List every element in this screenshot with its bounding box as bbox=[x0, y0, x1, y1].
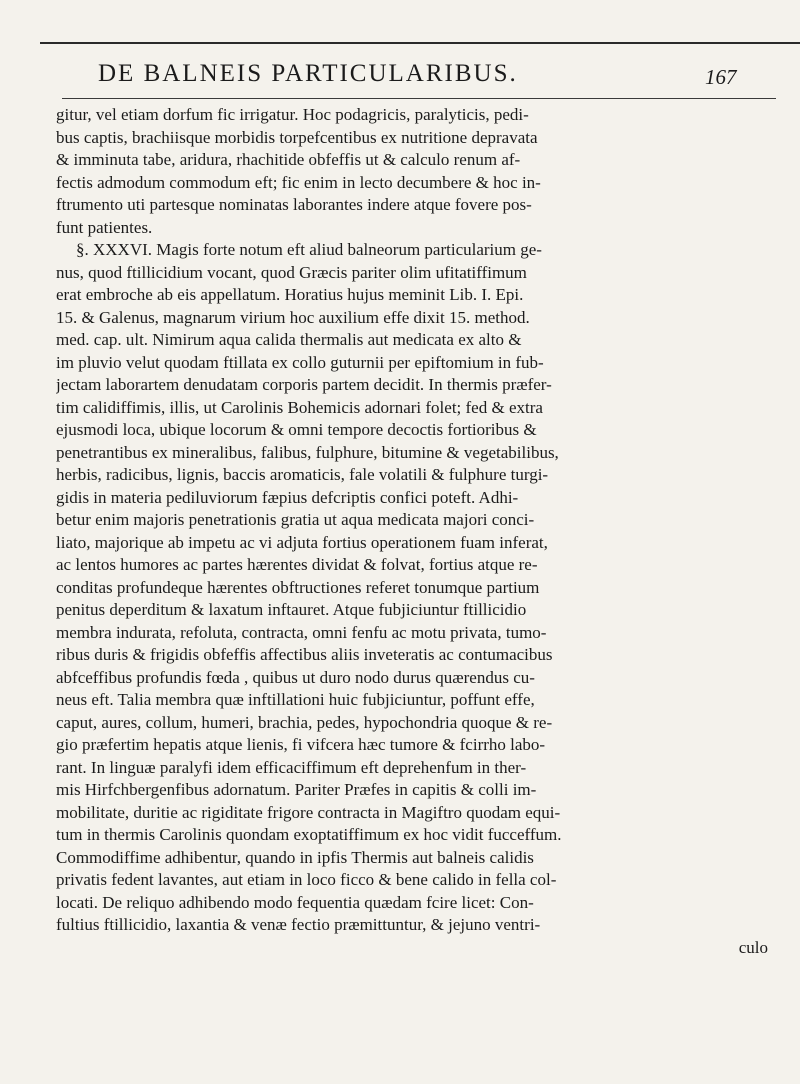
text-line: membra indurata, refoluta, contracta, omni fenfu ac motu privata, tumo- bbox=[56, 622, 547, 642]
text-line: rant. In linguæ paralyfi idem efficaciffimum eft deprehenfum in ther- bbox=[56, 757, 527, 777]
text-line: ac lentos humores ac partes hærentes dividat & folvat, fortius atque re- bbox=[56, 555, 538, 574]
top-rule bbox=[40, 42, 800, 44]
text-line: penitus deperditum & laxatum inftauret. Atque fubjiciuntur ftillicidio bbox=[56, 600, 527, 619]
text-line: penetrantibus ex mineralibus, falibus, fulphure, bitumine & vegetabilibus, bbox=[56, 442, 559, 462]
running-header bbox=[40, 60, 800, 96]
text-line: ftrumento uti partesque nominatas laborantes indere atque fovere pos- bbox=[56, 195, 532, 214]
catchword: culo bbox=[738, 937, 768, 957]
running-title: DE BALNEIS PARTICULARIBUS. bbox=[98, 60, 518, 87]
text-line: Commodiffime adhibentur, quando in ipfis Thermis aut balneis calidis bbox=[56, 847, 534, 867]
text-line: abfceffibus profundis fœda , quibus ut duro nodo durus quærendus cu- bbox=[56, 667, 535, 687]
header-rule bbox=[62, 98, 776, 99]
text-line: gitur, vel etiam dorfum fic irrigatur. Hoc podagricis, paralyticis, pedi- bbox=[56, 105, 529, 124]
text-line: erat embroche ab eis appellatum. Horatius hujus meminit Lib. I. Epi. bbox=[56, 285, 524, 304]
text-line: gio præfertim hepatis atque lienis, fi vifcera hæc tumore & fcirrho labo- bbox=[56, 735, 546, 754]
text-line: tim calidiffimis, illis, ut Carolinis Bohemicis adornari folet; fed & extra bbox=[56, 397, 543, 417]
text-line: ribus duris & frigidis obfeffis affectibus aliis inveteratis ac contumacibus bbox=[56, 645, 553, 664]
text-line: neus eft. Talia membra quæ inftillationi huic fubjiciuntur, poffunt effe, bbox=[56, 690, 535, 709]
text-line: betur enim majoris penetrationis gratia ut aqua medicata majori conci- bbox=[56, 510, 535, 529]
text-line: funt patientes. bbox=[56, 217, 153, 237]
text-line: caput, aures, collum, humeri, brachia, pedes, hypochondria quoque & re- bbox=[56, 712, 553, 732]
text-line: conditas profundeque hærentes obftructiones referet tonumque partium bbox=[56, 577, 540, 597]
text-line: 15. & Galenus, magnarum virium hoc auxilium effe dixit 15. method. bbox=[56, 307, 530, 327]
text-line: herbis, radicibus, lignis, baccis aromaticis, fale volatili & fulphure turgi- bbox=[56, 465, 549, 484]
page-number: 167 bbox=[705, 65, 737, 89]
text-line: fectis admodum commodum eft; fic enim in lecto decumbere & hoc in- bbox=[56, 172, 541, 192]
text-line: ejusmodi loca, ubique locorum & omni tempore decoctis fortioribus & bbox=[56, 420, 537, 439]
text-line: privatis fedent lavantes, aut etiam in loco ficco & bene calido in fella col- bbox=[56, 870, 557, 889]
text-line: liato, majorique ab impetu ac vi adjuta fortius operationem fuam inferat, bbox=[56, 532, 548, 552]
text-line: im pluvio velut quodam ftillata ex collo guturnii per epiftomium in fub- bbox=[56, 352, 544, 372]
text-line: nus, quod ftillicidium vocant, quod Græcis pariter olim ufitatiffimum bbox=[56, 262, 527, 282]
text-line: tum in thermis Carolinis quondam exoptatiffimum ex hoc vidit fucceffum. bbox=[56, 825, 562, 844]
text-line: bus captis, brachiisque morbidis torpefcentibus ex nutritione depravata bbox=[56, 127, 538, 147]
text-line: jectam laborartem denudatam corporis partem decidit. In thermis præfer- bbox=[56, 375, 552, 394]
text-line: mobilitate, duritie ac rigiditate frigore contracta in Magiftro quodam equi- bbox=[56, 802, 561, 822]
text-line: med. cap. ult. Nimirum aqua calida thermalis aut medicata ex alto & bbox=[56, 330, 522, 349]
body-text bbox=[56, 104, 788, 959]
text-line: gidis in materia pediluviorum fæpius defcriptis confici poteft. Adhi- bbox=[56, 487, 519, 507]
text-line: & imminuta tabe, aridura, rhachitide obfeffis ut & calculo renum af- bbox=[56, 150, 521, 169]
text-line: §. XXXVI. Magis forte notum eft aliud balneorum particularium ge- bbox=[76, 240, 542, 259]
text-line: mis Hirfchbergenfibus adornatum. Pariter Præfes in capitis & colli im- bbox=[56, 780, 537, 799]
text-line: locati. De reliquo adhibendo modo fequentia quædam fcire licet: Con- bbox=[56, 892, 534, 912]
text-line: fultius ftillicidio, laxantia & venæ fectio præmittuntur, & jejuno ventri- bbox=[56, 915, 541, 934]
